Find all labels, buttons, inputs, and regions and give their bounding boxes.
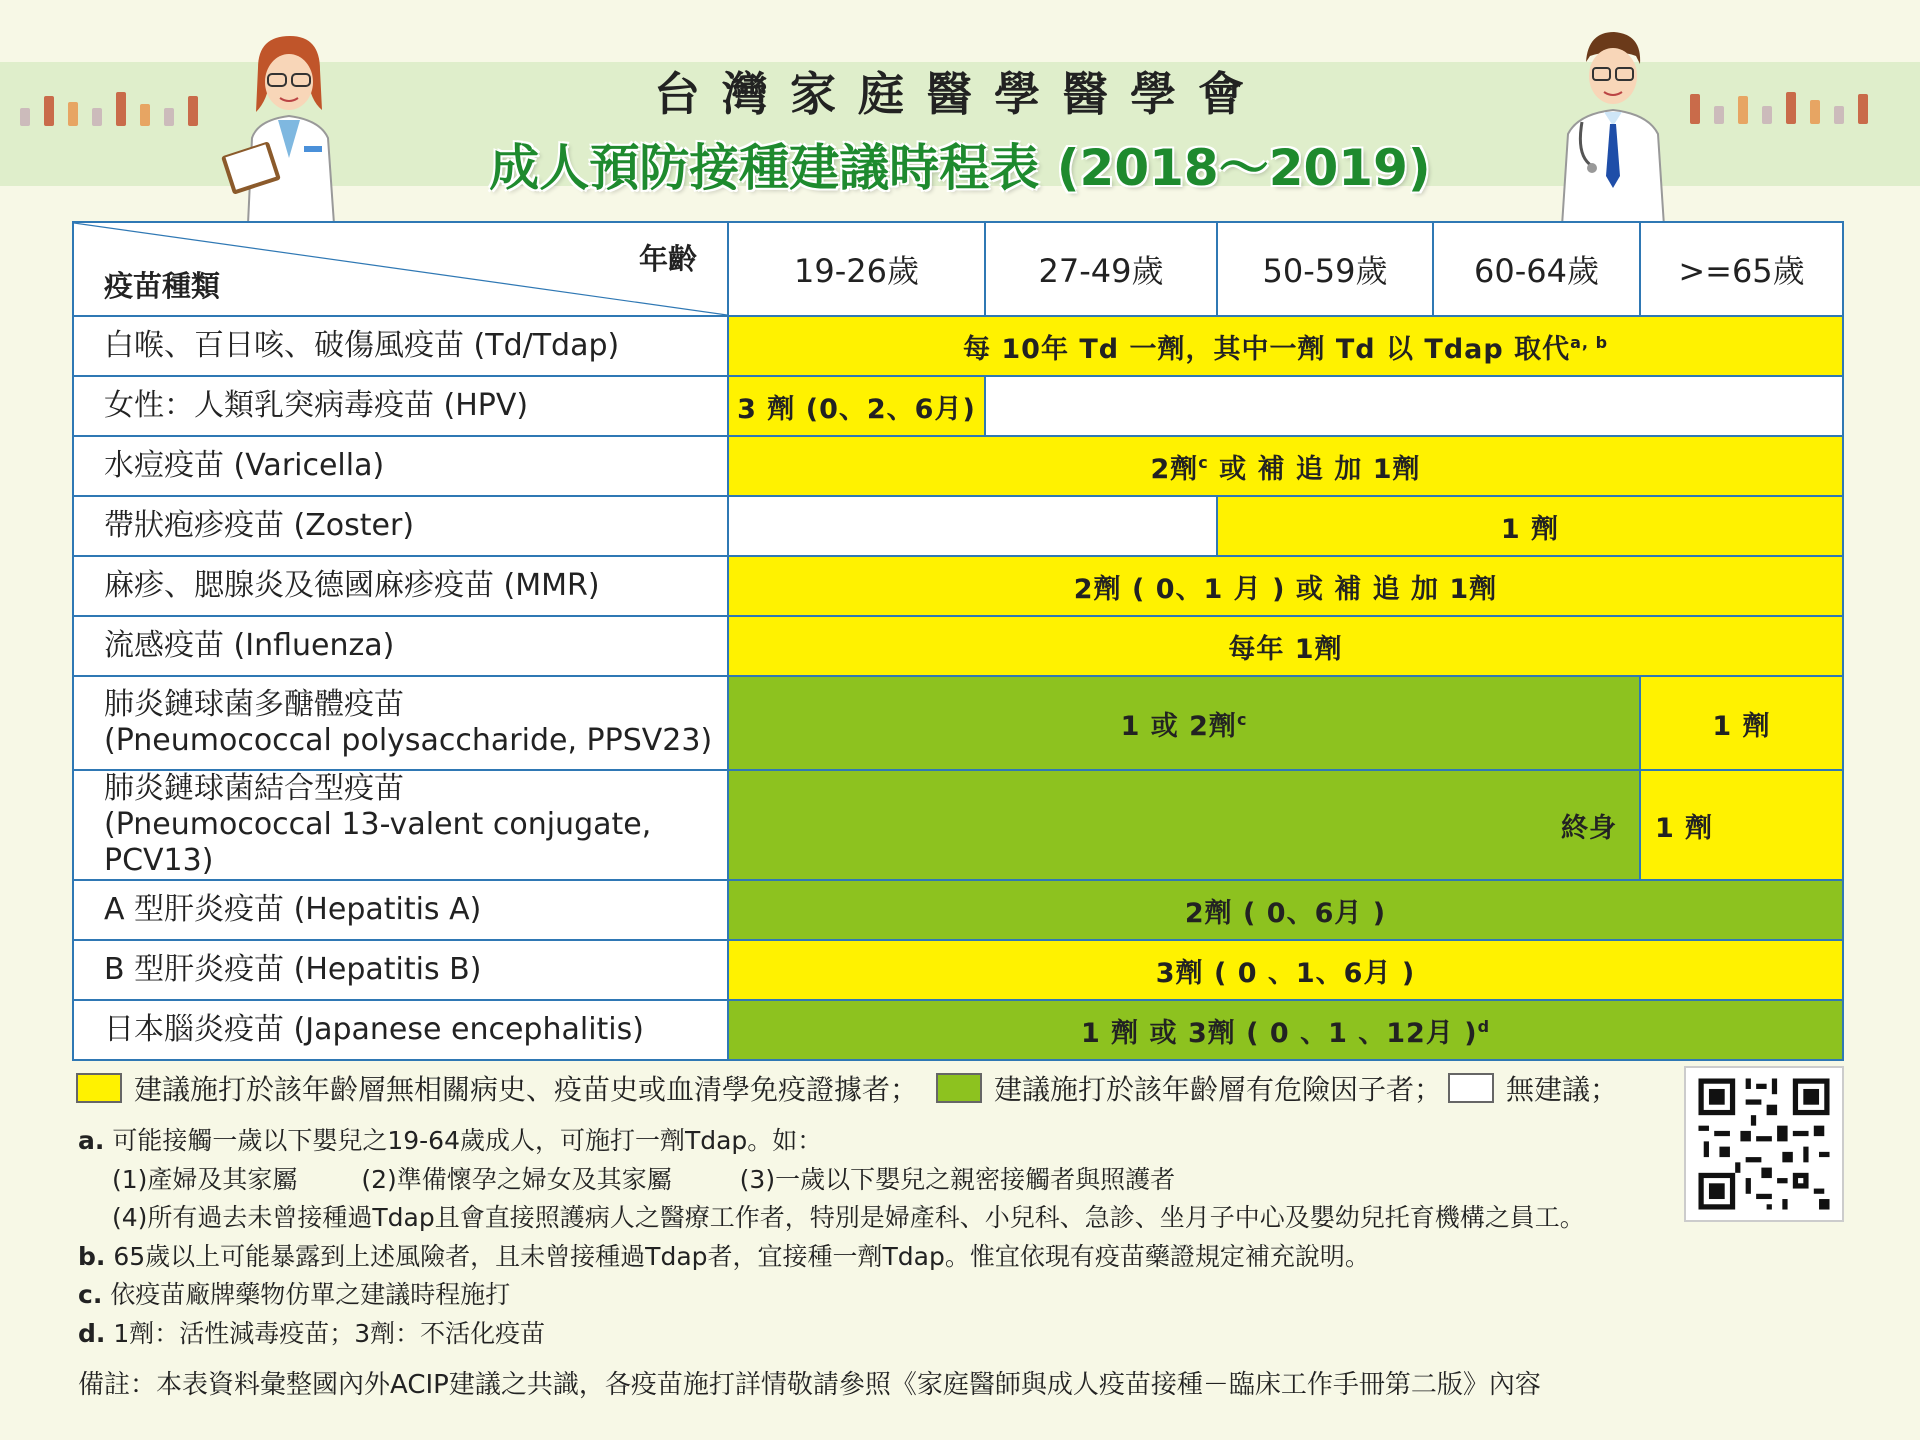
legend [76,1068,1618,1108]
cell-ppsv23-19-64 [728,676,1640,770]
note-c-text: 依疫苗廠牌藥物仿單之建議時程施打 [110,1280,511,1309]
cell-hpv-19-26: 3 劑 (0、2、6月) [728,376,985,436]
varicella-footnote-ref: c [1198,452,1209,472]
note-a-text: 可能接觸一歲以下嬰兒之19-64歲成人，可施打一劑Tdap。如： [112,1126,823,1155]
vaccine-label-zoster: 帶狀疱疹疫苗 (Zoster) [73,496,728,556]
vaccine-label-je: 日本腦炎疫苗 (Japanese encephalitis) [73,1000,728,1060]
header-row [73,222,1843,316]
cell-zoster-50-plus: 1 劑 [1217,496,1843,556]
vaccine-label-pcv13 [73,770,728,880]
corner-age-label: 年齡 [638,242,697,276]
vaccine-label-ppsv23 [73,676,728,770]
cell-hpv-none [985,376,1843,436]
ppsv23-label-zh: 肺炎鏈球菌多醣體疫苗 [104,687,404,722]
row-mmr [73,556,1843,616]
note-a-subitems [78,1161,1585,1200]
row-pcv13 [73,770,1843,880]
note-b [78,1238,1585,1277]
je-footnote-ref: d [1477,1016,1491,1036]
cell-pcv13-19-64: 終身 [728,770,1640,880]
remark: 備註：本表資料彙整國內外ACIP建議之共識，各疫苗施打詳情敬請參照《家庭醫師與成人疫苗接種－臨床工作手冊第二版》內容 [78,1370,1541,1400]
note-a2: (2)準備懷孕之婦女及其家屬 [361,1164,672,1194]
age-header-50-59: 50-59歲 [1217,222,1433,316]
varicella-text-a: 2劑 [1150,453,1199,485]
footnotes [78,1122,1585,1353]
vaccine-label-hpv: 女性：人類乳突病毒疫苗 (HPV) [73,376,728,436]
cell-pcv13-65-plus: 1 劑 [1640,770,1843,880]
cell-varicella-all [728,436,1843,496]
age-header-60-64: 60-64歲 [1433,222,1640,316]
age-header-19-26: 19-26歲 [728,222,985,316]
note-a1: (1)產婦及其家屬 [112,1164,298,1194]
pcv13-label-en: (Pneumococcal 13-valent conjugate, PCV13) [104,807,652,878]
legend-yellow-text: 建議施打於該年齡層無相關病史、疫苗史或血清學免疫證據者； [134,1073,919,1106]
row-hepa [73,880,1843,940]
row-varicella [73,436,1843,496]
ppsv23-label-en: (Pneumococcal polysaccharide, PPSV23) [104,723,713,758]
ppsv23-footnote-ref: c [1236,709,1248,729]
cell-hepa-all: 2劑 ( 0、6月 ) [728,880,1843,940]
note-d [78,1315,1585,1354]
corner-vaccine-label: 疫苗種類 [104,269,221,303]
cell-influenza-all: 每年 1劑 [728,616,1843,676]
vaccine-label-mmr: 麻疹、腮腺炎及德國麻疹疫苗 (MMR) [73,556,728,616]
note-c-key: c. [78,1280,103,1309]
note-b-text: 65歲以上可能暴露到上述風險者，且未曾接種過Tdap者，宜接種一劑Tdap。惟宜依現有疫苗藥證規定補充說明。 [113,1241,1370,1271]
note-a4: (4)所有過去未曾接種過Tdap且會直接照護病人之醫療工作者，特別是婦產科、小兒科、急診、坐月子中心及嬰幼兒托育機構之員工。 [112,1203,1585,1232]
note-a3: (3)一歲以下嬰兒之親密接觸者與照護者 [739,1164,1176,1194]
legend-green-text: 建議施打於該年齡層有危險因子者； [994,1073,1443,1106]
legend-white-swatch [1448,1073,1494,1103]
row-hepb [73,940,1843,1000]
ppsv23-text-a: 1 或 2劑 [1120,710,1237,742]
vaccine-label-tdap: 白喉、百日咳、破傷風疫苗 (Td/Tdap) [73,316,728,376]
cell-ppsv23-65-plus: 1 劑 [1640,676,1843,770]
qr-code[interactable] [1684,1066,1844,1222]
note-a-key: a. [78,1126,105,1155]
page-title: 成人預防接種建議時程表 (2018～2019) [489,139,1431,197]
cell-tdap-all [728,316,1843,376]
row-je [73,1000,1843,1060]
row-influenza [73,616,1843,676]
age-header-65-plus: >=65歲 [1640,222,1843,316]
vaccine-label-influenza: 流感疫苗 (Influenza) [73,616,728,676]
note-c [78,1276,1585,1315]
tdap-footnote-ref: a, b [1570,332,1609,352]
varicella-text-b: 或 補 追 加 1劑 [1208,453,1421,485]
legend-white-text: 無建議； [1506,1073,1619,1106]
age-header-27-49: 27-49歲 [985,222,1217,316]
note-b-key: b. [78,1241,106,1271]
cell-je-all [728,1000,1843,1060]
legend-yellow-swatch [76,1073,122,1103]
org-name: 台灣家庭醫學醫學會 [654,67,1266,121]
vaccine-label-varicella: 水痘疫苗 (Varicella) [73,436,728,496]
tdap-text: 每 10年 Td 一劑，其中一劑 Td 以 Tdap 取代 [962,333,1571,365]
note-d-key: d. [78,1318,106,1348]
note-d-text: 1劑：活性減毒疫苗；3劑：不活化疫苗 [113,1318,546,1348]
vaccine-label-hepa: A 型肝炎疫苗 (Hepatitis A) [73,880,728,940]
pcv13-label-zh: 肺炎鏈球菌結合型疫苗 [104,771,404,806]
je-text: 1 劑 或 3劑 ( 0 、1 、12月 ) [1080,1017,1478,1049]
cell-hepb-all: 3劑 ( 0 、1、6月 ) [728,940,1843,1000]
row-hpv [73,376,1843,436]
row-ppsv23 [73,676,1843,770]
vaccine-label-hepb: B 型肝炎疫苗 (Hepatitis B) [73,940,728,1000]
legend-green-swatch [936,1073,982,1103]
row-zoster [73,496,1843,556]
note-a [78,1122,1585,1161]
row-tdap [73,316,1843,376]
cell-mmr-all: 2劑 ( 0、1 月 ) 或 補 追 加 1劑 [728,556,1843,616]
corner-cell [73,222,728,316]
cell-zoster-none [728,496,1217,556]
schedule-table [72,221,1844,1061]
